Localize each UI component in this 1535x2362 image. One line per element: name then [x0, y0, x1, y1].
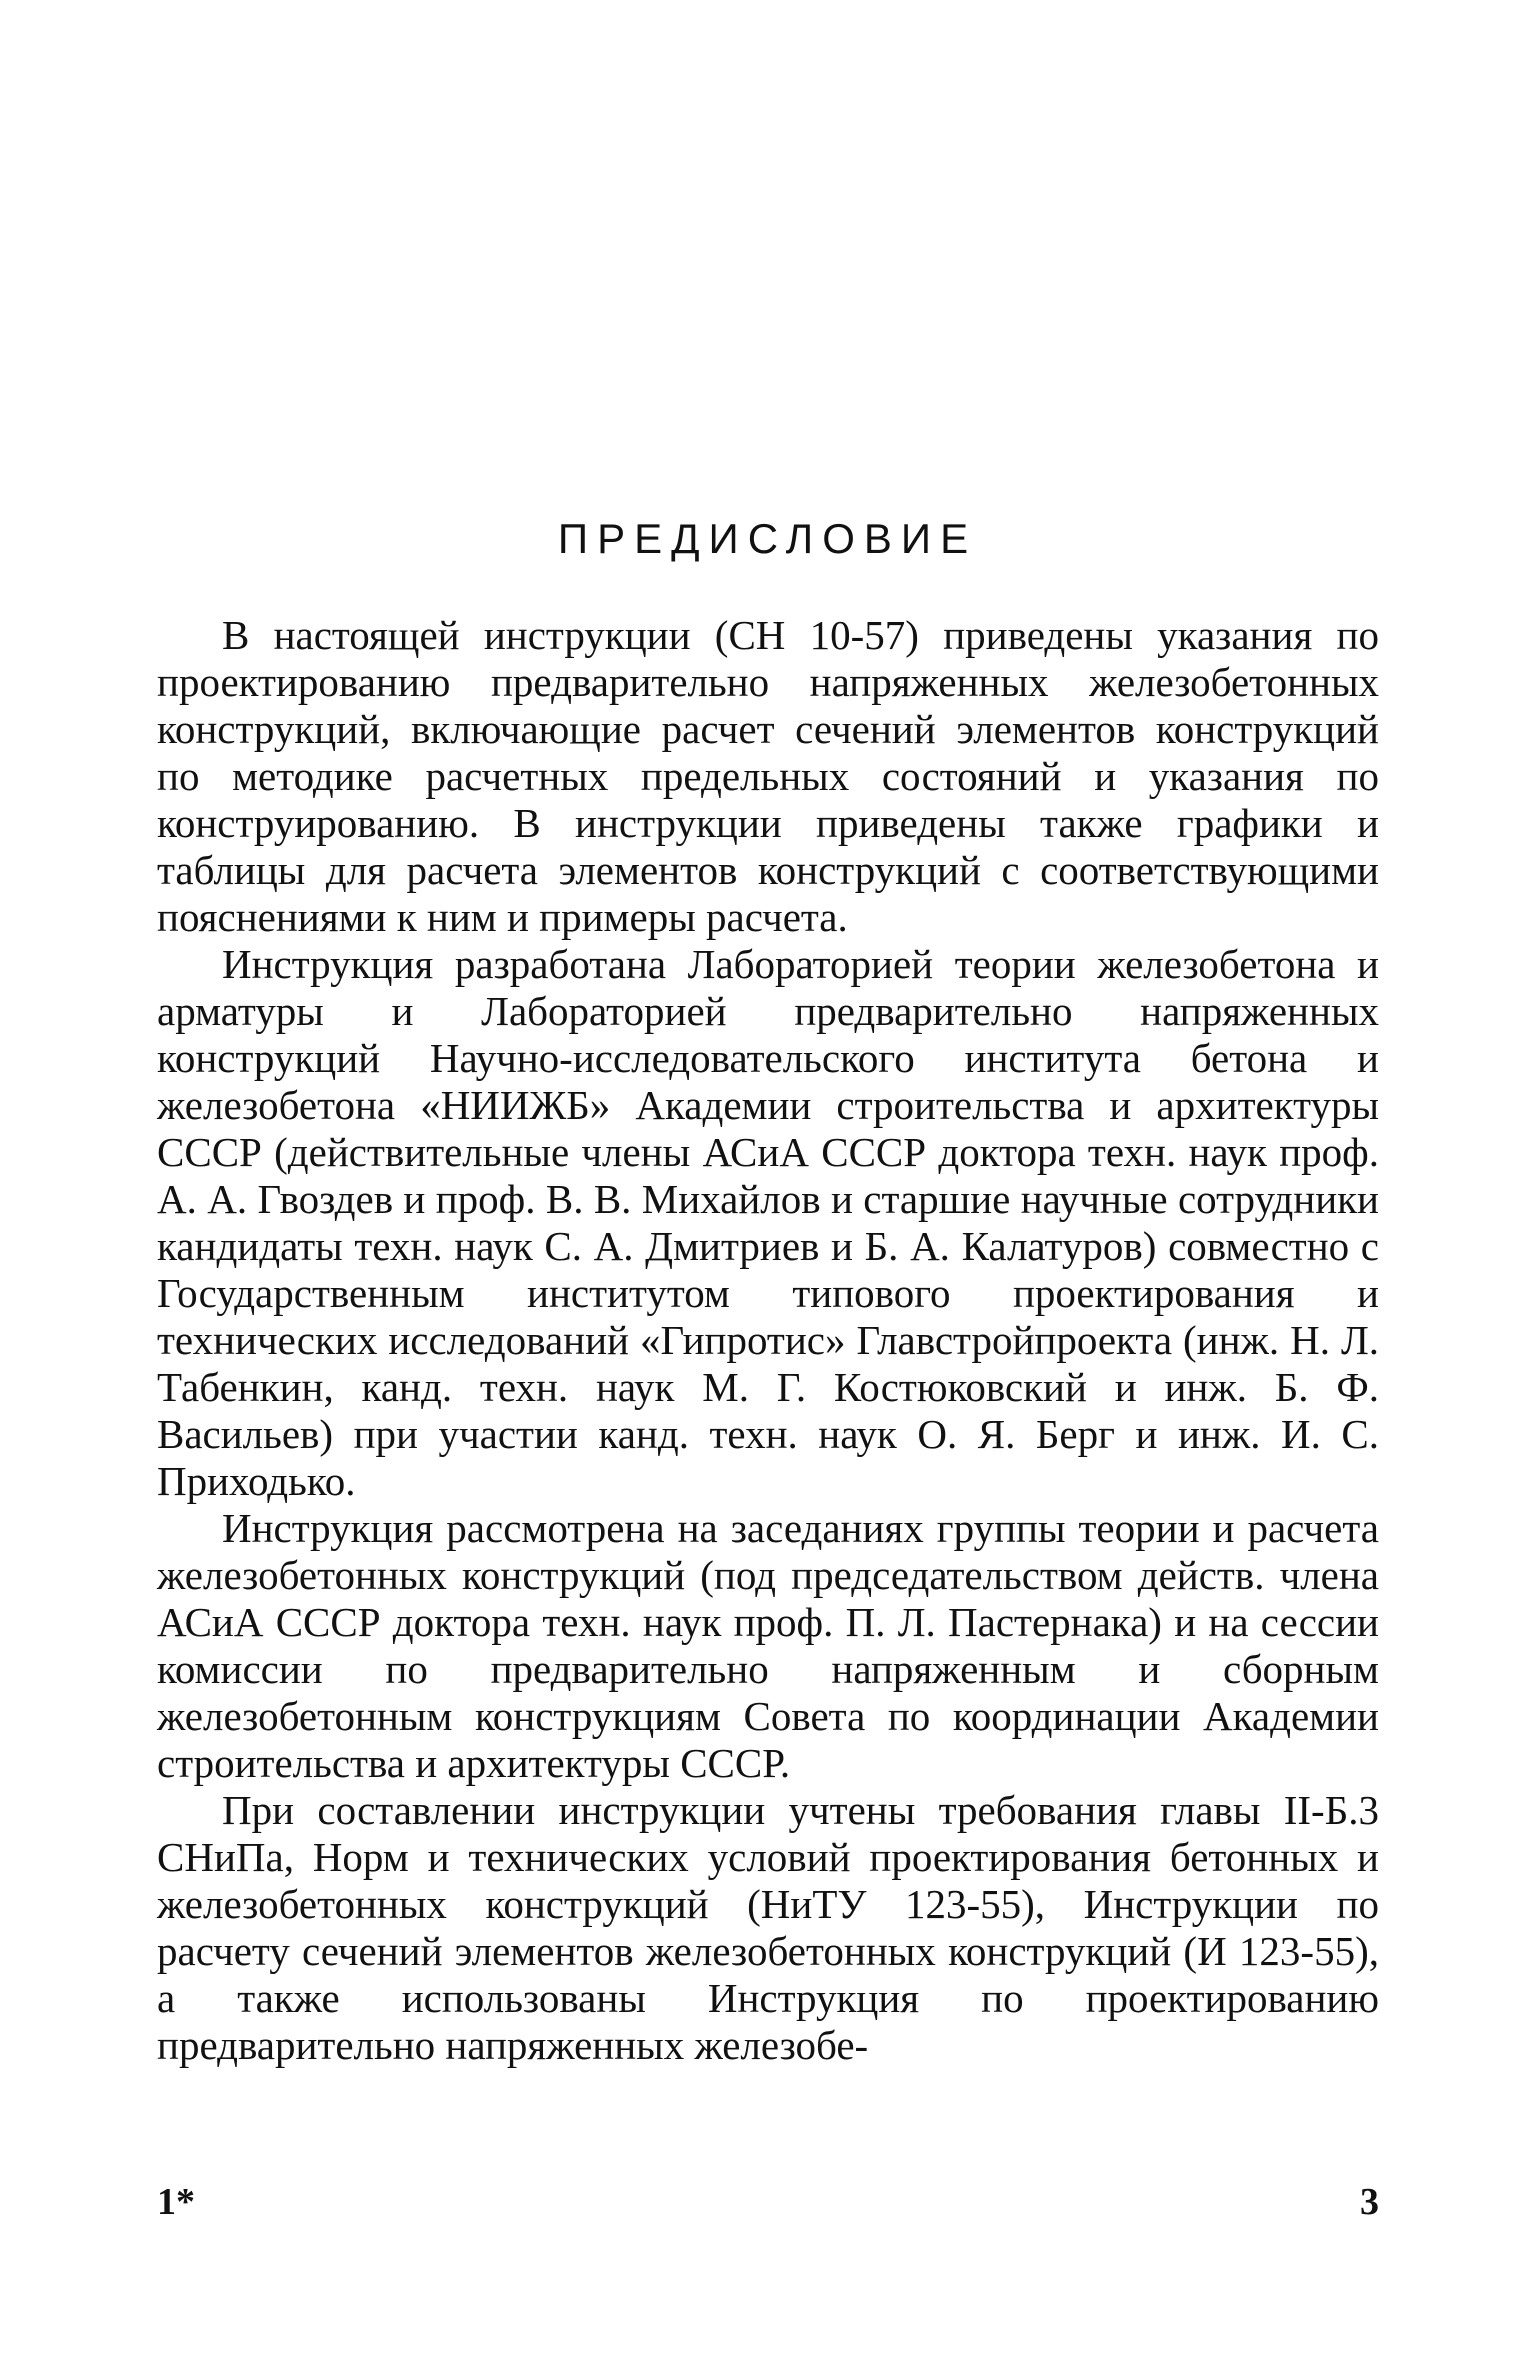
signature-mark: 1*: [157, 2181, 195, 2223]
paragraph-1: В настоящей инструкции (СН 10-57) приведены указания по проектированию предварительно напряженных железобетонных конструкций, включающие расчет сечений элементов конструкций по методике расчетных предельных состояний и указания по конструированию. В инструкции приведены также графики и таблицы для расчета элементов конструкций с соответствующими пояснениями к ним и примеры расчета.: [157, 612, 1379, 940]
paragraph-3: Инструкция рассмотрена на заседаниях группы теории и расчета железобетонных конструкций (под председательством действ. члена АСиА СССР доктора техн. наук проф. П. Л. Пастернака) и на сессии комиссии по предварительно напряженным и сборным железобетонным конструкциям Совета по координации Академии строительства и архитектуры СССР.: [157, 1505, 1379, 1786]
page-footer: [157, 2180, 1379, 2230]
page-title: ПРЕДИСЛОВИЕ: [557, 515, 978, 562]
page-number: 3: [1360, 2181, 1379, 2223]
paragraph-4: При составлении инструкции учтены требования главы II-Б.3 СНиПа, Норм и технических условий проектирования бетонных и железобетонных конструкций (НиТУ 123-55), Инструкции по расчету сечений элементов железобетонных конструкций (И 123-55), а также использованы Инструкция по проектированию предварительно напряженных железобе-: [157, 1787, 1379, 2068]
paragraph-2: Инструкция разработана Лабораторией теории железобетона и арматуры и Лабораторией предварительно напряженных конструкций Научно-исследовательского института бетона и железобетона «НИИЖБ» Академии строительства и архитектуры СССР (действительные члены АСиА СССР доктора техн. наук проф. А. А. Гвоздев и проф. В. В. Михайлов и старшие научные сотрудники кандидаты техн. наук С. А. Дмитриев и Б. А. Калатуров) совместно с Государственным институтом типового проектирования и технических исследований «Гипротис» Главстройпроекта (инж. Н. Л. Табенкин, канд. техн. наук М. Г. Костюковский и инж. Б. Ф. Васильев) при участии канд. техн. наук О. Я. Берг и инж. И. С. Приходько.: [157, 941, 1379, 1504]
body-text: [157, 612, 1379, 2069]
